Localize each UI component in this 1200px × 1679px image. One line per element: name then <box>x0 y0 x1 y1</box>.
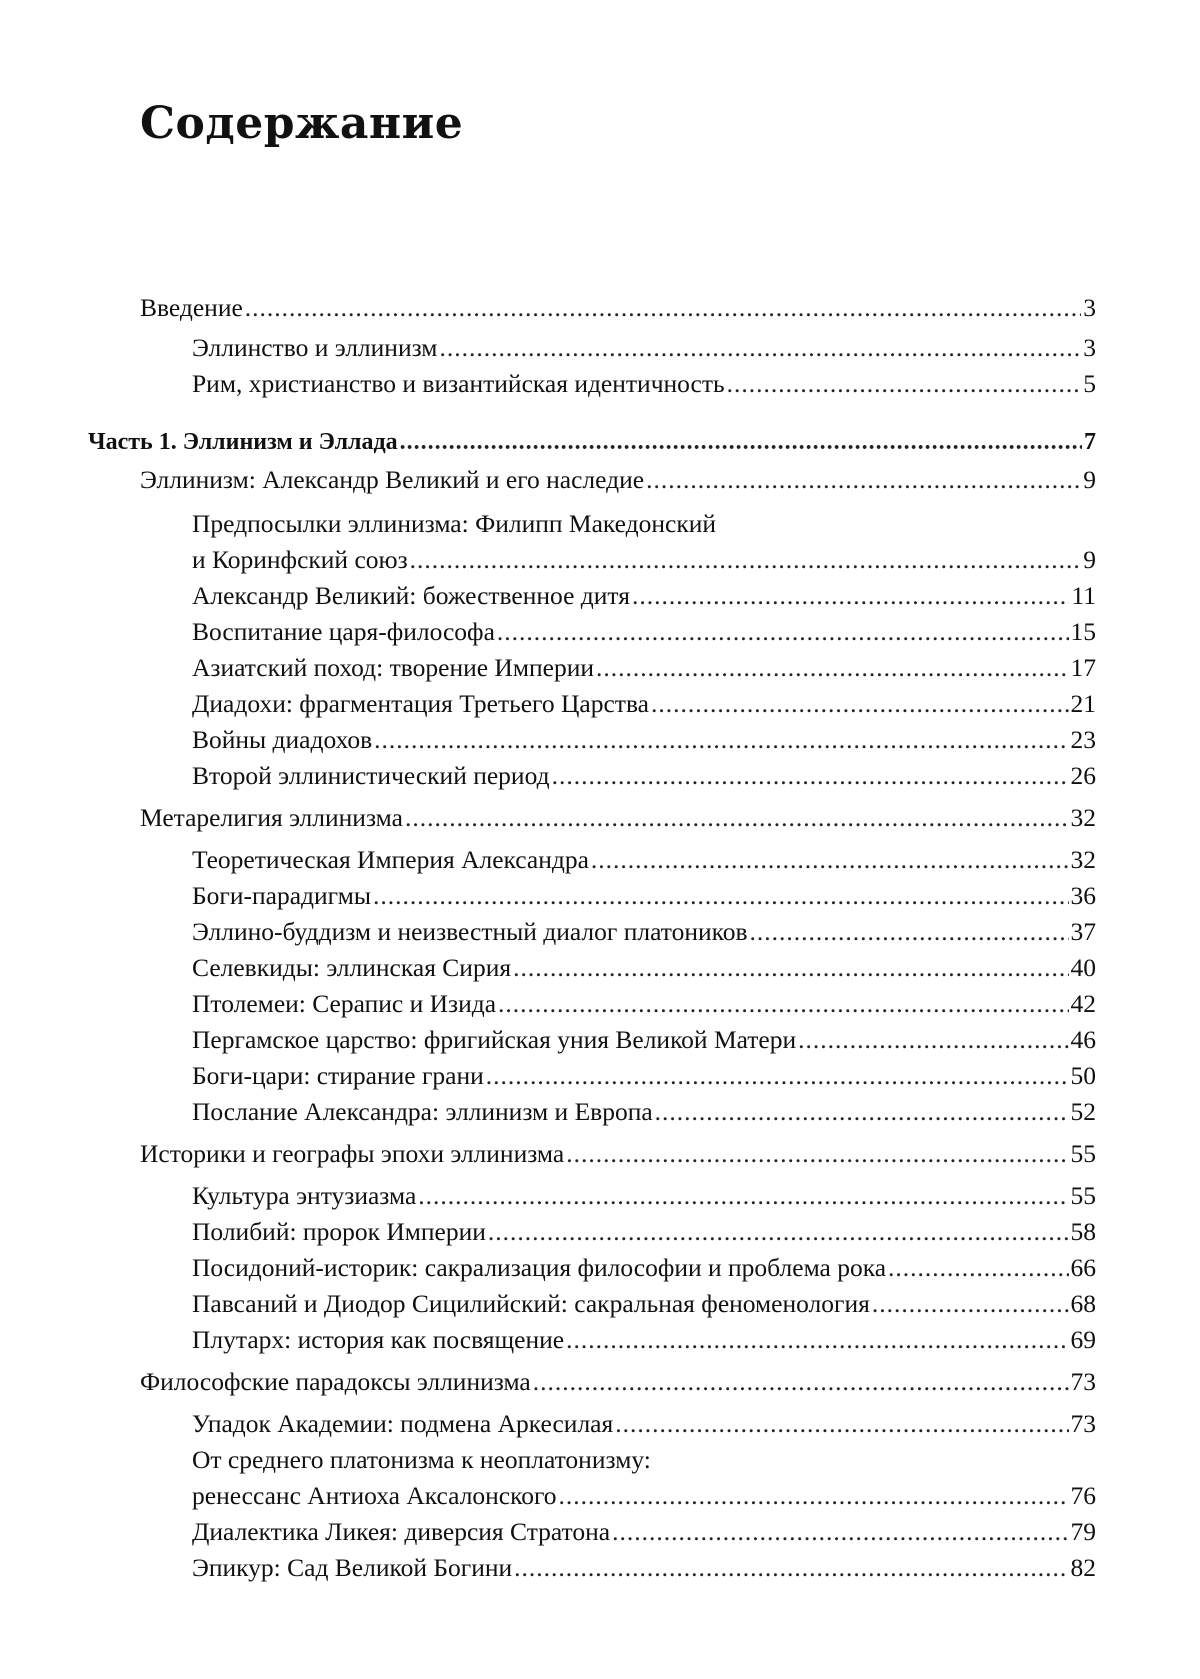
toc-entry-page: 3 <box>1083 293 1096 322</box>
leader-dots <box>497 614 1069 650</box>
toc-entry-label: Боги-цари: стирание грани <box>192 1061 484 1090</box>
leader-dots <box>498 986 1068 1022</box>
leader-dots <box>488 1214 1069 1250</box>
toc-entry-label: Полибий: пророк Империи <box>192 1217 486 1246</box>
toc-entry-label: Рим, христианство и византийская идентичность <box>192 369 725 398</box>
toc-entry <box>0 578 1200 614</box>
toc-entry-label: Введение <box>140 293 243 322</box>
toc-entry <box>0 1286 1200 1322</box>
toc-entry-label: Войны диадохов <box>192 725 373 754</box>
toc-entry-page: 50 <box>1070 1061 1096 1090</box>
toc-entry-label: Второй эллинистический период <box>192 761 550 790</box>
leader-dots <box>418 1178 1068 1214</box>
toc-entry <box>0 1550 1200 1586</box>
toc-entry <box>0 614 1200 650</box>
leader-dots <box>245 290 1081 326</box>
toc-entry-label: Эллинство и эллинизм <box>192 333 438 362</box>
toc-entry <box>0 366 1200 402</box>
toc-chapter <box>0 1364 1200 1400</box>
toc-entry-page: 69 <box>1070 1325 1096 1354</box>
leader-dots <box>559 1478 1069 1514</box>
toc-entry-label: Упадок Академии: подмена Аркесилая <box>192 1409 614 1438</box>
toc-entry-page: 58 <box>1070 1217 1096 1246</box>
toc-entry <box>0 1406 1200 1442</box>
toc-entry <box>0 1322 1200 1358</box>
page-title: Содержание <box>140 98 464 149</box>
toc-entry-label: ренессанс Антиоха Аксалонского <box>192 1481 557 1510</box>
toc-entry-label: Диалектика Ликея: диверсия Стратона <box>192 1517 611 1546</box>
toc-entry <box>0 330 1200 366</box>
toc-entry-label: Теоретическая Империя Александра <box>192 845 589 874</box>
toc-entry <box>0 842 1200 878</box>
leader-dots <box>486 1058 1069 1094</box>
toc-entry-page: 55 <box>1070 1181 1096 1210</box>
toc-entry <box>0 1214 1200 1250</box>
toc-entry-label: и Коринфский союз <box>192 545 408 574</box>
toc-entry-page: 9 <box>1083 465 1096 494</box>
toc-entry-label: Эллино-буддизм и неизвестный диалог платоников <box>192 917 748 946</box>
leader-dots <box>646 462 1081 498</box>
toc-entry <box>0 1058 1200 1094</box>
toc-entry-page: 68 <box>1070 1289 1096 1318</box>
toc-entry <box>0 1022 1200 1058</box>
toc-entry-label: Плутарх: история как посвящение <box>192 1325 565 1354</box>
toc-entry-label: Эпикур: Сад Великой Богини <box>192 1553 513 1582</box>
toc-entry <box>0 722 1200 758</box>
toc-entry-label: Азиатский поход: творение Империи <box>192 653 594 682</box>
toc-entry-label: Александр Великий: божественное дитя <box>192 581 630 610</box>
toc-entry-page: 11 <box>1071 581 1096 610</box>
toc-entry-page: 36 <box>1070 881 1096 910</box>
toc-entry-page: 15 <box>1070 617 1096 646</box>
toc-entry-label: Боги-парадигмы <box>192 881 372 910</box>
leader-dots <box>552 758 1069 794</box>
toc-entry-introduction <box>0 290 1200 326</box>
toc-entry-page: 73 <box>1070 1409 1096 1438</box>
toc-entry <box>0 1250 1200 1286</box>
toc-entry <box>0 986 1200 1022</box>
toc-entry-page: 42 <box>1070 989 1096 1018</box>
toc-entry <box>0 950 1200 986</box>
toc-entry <box>0 878 1200 914</box>
toc-entry-page: 23 <box>1070 725 1096 754</box>
leader-dots <box>655 1094 1069 1130</box>
toc-chapter <box>0 800 1200 836</box>
toc-entry <box>0 1094 1200 1130</box>
leader-dots <box>566 1136 1068 1172</box>
toc-entry-label: Селевкиды: эллинская Сирия <box>192 953 512 982</box>
toc-entry-label: Культура энтузиазма <box>192 1181 417 1210</box>
leader-dots <box>373 878 1068 914</box>
leader-dots <box>400 424 1082 460</box>
toc-entry-label-line1: Предпосылки эллинизма: Филипп Македонский <box>192 509 716 538</box>
leader-dots <box>612 1514 1068 1550</box>
toc-entry-page: 82 <box>1070 1553 1096 1582</box>
toc-entry-page: 52 <box>1070 1097 1096 1126</box>
toc-entry-page: 17 <box>1070 653 1096 682</box>
toc-entry-label: Посидоний-историк: сакрализация философии и проблема рока <box>192 1253 887 1282</box>
toc-chapter <box>0 462 1200 498</box>
leader-dots <box>566 1322 1068 1358</box>
toc-entry-page: 40 <box>1070 953 1096 982</box>
toc-entry-label: Пергамское царство: фригийская уния Великой Матери <box>192 1025 797 1054</box>
toc-entry <box>0 1514 1200 1550</box>
leader-dots <box>374 722 1068 758</box>
toc-entry-label: Птолемеи: Серапис и Изида <box>192 989 497 1018</box>
table-of-contents <box>0 290 1200 1586</box>
toc-entry <box>0 1178 1200 1214</box>
leader-dots <box>888 1250 1068 1286</box>
toc-entry-label: Историки и географы эпохи эллинизма <box>140 1139 565 1168</box>
toc-entry-page: 76 <box>1070 1481 1096 1510</box>
toc-entry-label: Часть 1. Эллинизм и Эллада <box>88 429 398 455</box>
toc-entry-label: Метарелигия эллинизма <box>140 803 403 832</box>
toc-entry-page: 32 <box>1070 803 1096 832</box>
leader-dots <box>591 842 1069 878</box>
toc-chapter <box>0 1136 1200 1172</box>
toc-entry-page: 21 <box>1070 689 1096 718</box>
leader-dots <box>651 686 1069 722</box>
leader-dots <box>632 578 1069 614</box>
toc-entry-label: Диадохи: фрагментация Третьего Царства <box>192 689 649 718</box>
toc-entry-page: 79 <box>1070 1517 1096 1546</box>
leader-dots <box>596 650 1069 686</box>
toc-entry-label: Воспитание царя-философа <box>192 617 495 646</box>
toc-entry-page: 46 <box>1070 1025 1096 1054</box>
toc-entry <box>0 650 1200 686</box>
toc-entry <box>0 686 1200 722</box>
leader-dots <box>750 914 1069 950</box>
toc-entry-page: 73 <box>1070 1367 1096 1396</box>
leader-dots <box>410 542 1082 578</box>
toc-entry-page: 7 <box>1084 429 1096 455</box>
toc-entry-page: 3 <box>1083 333 1096 362</box>
toc-entry-label: Павсаний и Диодор Сицилийский: сакральная феноменология <box>192 1289 870 1318</box>
toc-entry-page: 66 <box>1070 1253 1096 1282</box>
toc-entry-label: Эллинизм: Александр Великий и его наследие <box>140 465 645 494</box>
leader-dots <box>439 330 1081 366</box>
toc-entry <box>0 1478 1200 1514</box>
leader-dots <box>533 1364 1069 1400</box>
toc-entry <box>0 914 1200 950</box>
toc-part-heading <box>0 424 1200 460</box>
leader-dots <box>727 366 1082 402</box>
toc-entry-label-line1: От среднего платонизма к неоплатонизму: <box>192 1445 651 1474</box>
leader-dots <box>405 800 1069 836</box>
toc-entry-page: 5 <box>1083 369 1096 398</box>
toc-entry-page: 55 <box>1070 1139 1096 1168</box>
toc-entry-page: 32 <box>1070 845 1096 874</box>
toc-entry <box>0 542 1200 578</box>
toc-entry-label: Философские парадоксы эллинизма <box>140 1367 531 1396</box>
toc-entry-label: Послание Александра: эллинизм и Европа <box>192 1097 653 1126</box>
leader-dots <box>872 1286 1069 1322</box>
toc-entry <box>0 758 1200 794</box>
leader-dots <box>514 1550 1068 1586</box>
leader-dots <box>513 950 1068 986</box>
toc-entry-page: 26 <box>1070 761 1096 790</box>
toc-entry-page: 9 <box>1083 545 1096 574</box>
leader-dots <box>615 1406 1068 1442</box>
leader-dots <box>798 1022 1068 1058</box>
toc-entry-page: 37 <box>1070 917 1096 946</box>
